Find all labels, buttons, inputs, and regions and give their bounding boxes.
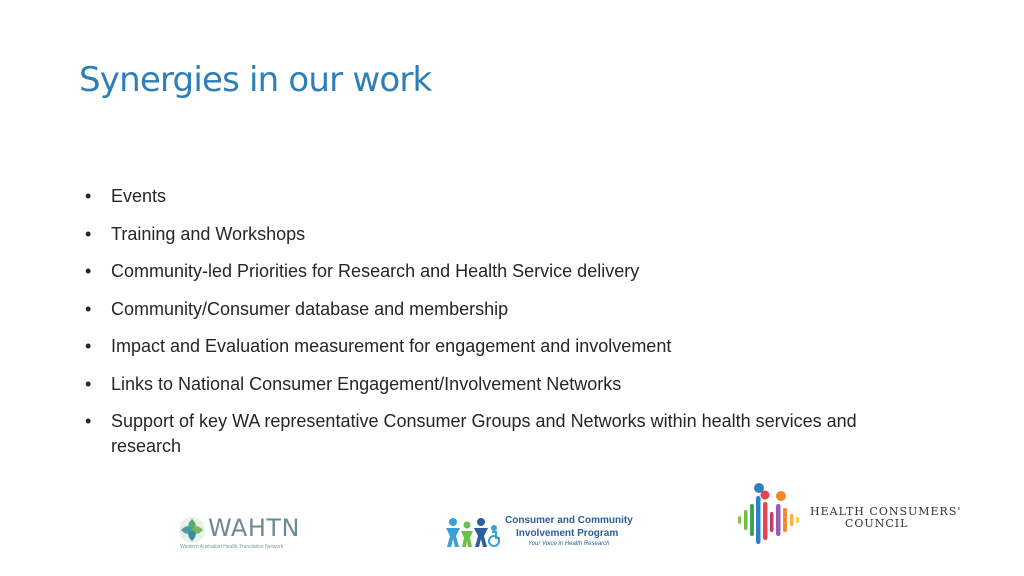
hcc-bars-icon [735, 482, 805, 547]
bullet-text: Community-led Priorities for Research and Health Service delivery [111, 261, 640, 281]
hcc-title-line2: COUNCIL [845, 517, 909, 530]
wahtn-wordmark: WAHTN [208, 514, 300, 542]
bullet-dot-icon: • [85, 223, 92, 244]
bullet-item [85, 184, 925, 209]
bullet-dot-icon: • [85, 336, 92, 356]
bullet-text: Support of key WA representative Consumer Groups and Networks within health services and research [111, 411, 857, 456]
bullet-text: Events [111, 186, 167, 206]
bullet-text: Links to National Consumer Engagement/Involvement Networks [111, 373, 622, 394]
ccip-title-line2: Involvement Program [516, 528, 619, 539]
wahtn-emblem-icon [178, 516, 206, 544]
slide-title: Synergies in our work [79, 60, 432, 100]
bullet-dot-icon: • [85, 298, 92, 319]
bullet-item [85, 372, 925, 397]
bullet-text: Training and Workshops [111, 223, 306, 244]
hcc-title-line1: HEALTH CONSUMERS' [810, 505, 962, 518]
bullet-item [85, 259, 925, 284]
bullet-list [85, 184, 925, 472]
wahtn-subtitle: Western Australian Health Translation Network [180, 544, 284, 550]
bullet-dot-icon: • [85, 411, 92, 431]
ccip-tagline: Your Voice in Health Research [528, 541, 610, 547]
bullet-dot-icon: • [85, 373, 92, 394]
hcc-logo [735, 482, 962, 547]
ccip-logo [445, 512, 633, 552]
wahtn-logo [178, 514, 298, 554]
ccip-title-line1: Consumer and Community [505, 515, 633, 526]
bullet-item [85, 334, 925, 359]
bullet-text: Community/Consumer database and membership [111, 298, 509, 319]
bullet-text: Impact and Evaluation measurement for engagement and involvement [111, 336, 672, 356]
bullet-item [85, 409, 925, 459]
bullet-item [85, 297, 925, 322]
bullet-item [85, 222, 925, 247]
bullet-dot-icon: • [85, 186, 92, 206]
people-group-icon [445, 516, 501, 548]
bullet-dot-icon: • [85, 261, 92, 281]
